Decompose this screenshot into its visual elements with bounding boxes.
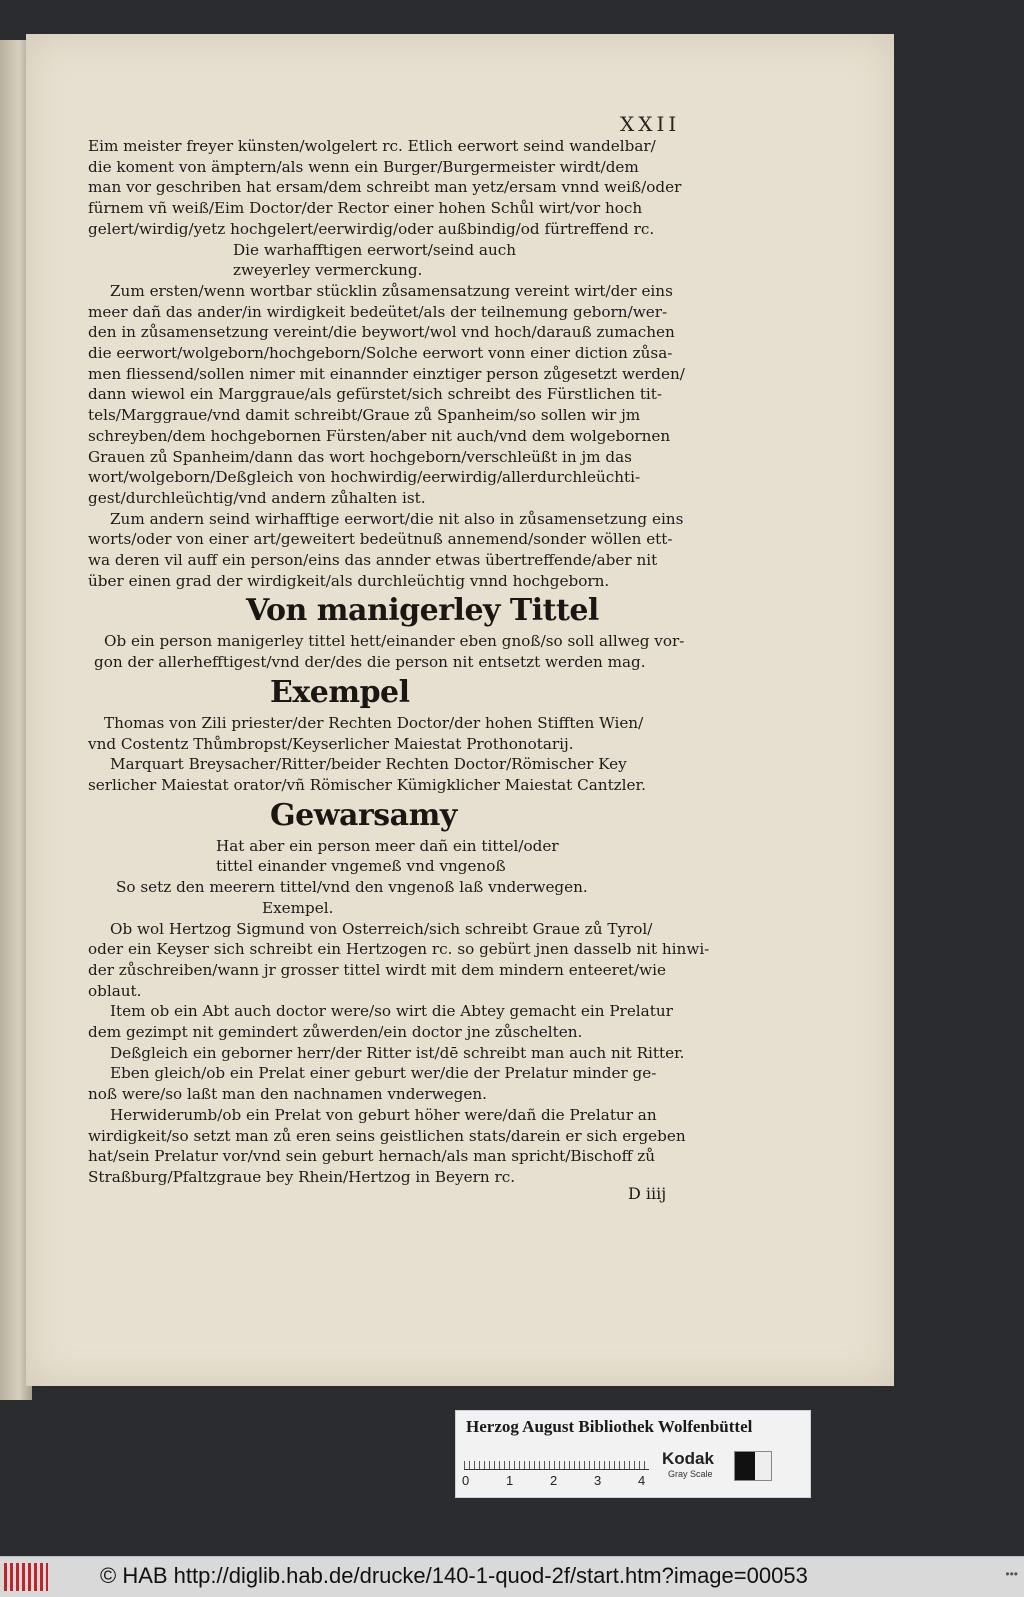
text-line: tels/Marggraue/vnd damit schreibt/Graue zů Spanheim/so sollen wir jm	[88, 406, 641, 425]
viewer-footer	[0, 1556, 1024, 1597]
text-line: Marquart Breysacher/Ritter/beider Rechten Doctor/Römischer Key	[110, 755, 627, 774]
text-line: So setz den meerern tittel/vnd den vngenoß laß vnderwegen.	[116, 878, 588, 897]
library-color-card	[455, 1410, 811, 1498]
gray-patch	[734, 1451, 772, 1481]
section-heading: Gewarsamy	[270, 797, 457, 833]
text-line: dem gezimpt nit gemindert zůwerden/ein doctor jne zůschelten.	[88, 1023, 583, 1042]
text-line: Herwiderumb/ob ein Prelat von geburt höher were/dañ die Prelatur an	[110, 1105, 657, 1124]
text-line: Ob wol Hertzog Sigmund von Osterreich/sich schreibt Graue zů Tyrol/	[110, 919, 653, 938]
text-line: Straßburg/Pfaltzgraue bey Rhein/Hertzog in Beyern rc.	[88, 1167, 516, 1186]
ruler-number: 2	[550, 1473, 558, 1488]
section-heading: Von manigerley Tittel	[246, 593, 599, 629]
ruler-number: 3	[594, 1473, 602, 1488]
text-line: Eben gleich/ob ein Prelat einer geburt wer/die der Prelatur minder ge-	[110, 1064, 657, 1083]
text-line: Item ob ein Abt auch doctor were/so wirt die Abtey gemacht ein Prelatur	[110, 1002, 673, 1021]
text-line: Die warhafftigen eerwort/seind auch	[233, 240, 517, 259]
text-line: die eerwort/wolgeborn/hochgeborn/Solche eerwort vonn einer diction zůsa-	[88, 344, 673, 363]
text-line: oder ein Keyser sich schreibt ein Hertzogen rc. so gebürt jnen dasselb nit hinwi-	[88, 940, 710, 959]
text-line: Thomas von Zili priester/der Rechten Doctor/der hohen Stifften Wien/	[104, 713, 644, 732]
signature-mark: D iiij	[628, 1184, 667, 1203]
scale-ruler	[464, 1449, 649, 1470]
text-line: man vor geschriben hat ersam/dem schreibt man yetz/ersam vnnd weiß/oder	[88, 178, 682, 197]
ruler-number: 4	[638, 1473, 646, 1488]
text-line: dann wiewol ein Marggraue/als gefürstet/sich schreibt des Fürstlichen tit-	[88, 385, 663, 404]
source-url[interactable]: © HAB http://diglib.hab.de/drucke/140-1-quod-2f/start.htm?image=00053	[100, 1563, 808, 1588]
ruler-number: 0	[462, 1473, 470, 1488]
text-line: wort/wolgeborn/Deßgleich von hochwirdig/eerwirdig/allerdurchleüchti-	[88, 468, 641, 487]
text-line: vnd Costentz Thůmbropst/Keyserlicher Maiestat Prothonotarij.	[88, 734, 574, 753]
hab-logo-icon	[4, 1563, 48, 1591]
text-line: Zum ersten/wenn wortbar stücklin zůsamensatzung vereint wirt/der eins	[110, 281, 673, 300]
text-line: Hat aber ein person meer dañ ein tittel/oder	[216, 836, 559, 855]
text-line: wirdigkeit/so setzt man zů eren seins geistlichen stats/darein er sich ergeben	[88, 1126, 686, 1145]
text-line: fürnem vñ weiß/Eim Doctor/der Rector einer hohen Schůl wirt/vor hoch	[88, 199, 643, 218]
text-line: serlicher Maiestat orator/vñ Römischer Kümigklicher Maiestat Cantzler.	[88, 775, 646, 794]
text-line: Zum andern seind wirhafftige eerwort/die nit also in zůsamensetzung eins	[110, 509, 684, 528]
section-heading: Exempel	[270, 674, 410, 710]
text-line: zweyerley vermerckung.	[233, 261, 423, 280]
text-line: tittel einander vngemeß vnd vngenoß	[216, 857, 506, 876]
text-line: Exempel.	[262, 898, 334, 917]
more-options-icon[interactable]: •••	[1005, 1567, 1018, 1581]
text-line: oblaut.	[88, 981, 142, 1000]
library-name: Herzog August Bibliothek Wolfenbüttel	[466, 1417, 753, 1436]
text-line: die koment von ämptern/als wenn ein Burger/Burgermeister wirdt/dem	[88, 157, 639, 176]
text-line: wa deren vil auff ein person/eins das annder etwas übertreffende/aber nit	[88, 551, 658, 570]
page-text-body	[88, 136, 748, 1188]
text-line: Eim meister freyer künsten/wolgelert rc. Etlich eerwort seind wandelbar/	[88, 137, 656, 155]
text-line: men fliessend/sollen nimer mit einannder einztiger person zůgesetzt werden/	[88, 364, 685, 383]
text-line: den in zůsamensetzung vereint/die beywort/wol vnd hoch/darauß zumachen	[88, 323, 675, 342]
text-line: über einen grad der wirdigkeit/als durchleüchtig vnnd hochgeborn.	[88, 571, 610, 590]
text-line: Grauen zů Spanheim/dann das wort hochgeborn/verschleüßt in jm das	[88, 447, 632, 466]
text-line: Deßgleich ein geborner herr/der Ritter ist/dē schreibt man auch nit Ritter.	[110, 1043, 685, 1062]
kodak-logo: Kodak	[662, 1449, 714, 1468]
text-line: Ob ein person manigerley tittel hett/einander eben gnoß/so soll allweg vor-	[104, 632, 685, 651]
ruler-numbers	[462, 1473, 662, 1489]
gray-scale-label: Gray Scale	[668, 1469, 713, 1479]
text-line: schreyben/dem hochgebornen Fürsten/aber nit auch/vnd dem wolgebornen	[88, 426, 671, 445]
text-line: gest/durchleüchtig/vnd andern zůhalten ist.	[88, 488, 426, 507]
text-line: meer dañ das ander/in wirdigkeit bedeütet/als der teilnemung geborn/wer-	[88, 302, 668, 321]
ruler-number: 1	[506, 1473, 514, 1488]
text-line: hat/sein Prelatur vor/vnd sein geburt hernach/als man spricht/Bischoff zů	[88, 1147, 655, 1166]
text-line: gelert/wirdig/yetz hochgelert/eerwirdig/oder außbindig/od fürtreffend rc.	[88, 219, 655, 238]
text-line: der zůschreiben/wann jr grosser tittel wirdt mit dem mindern enteeret/wie	[88, 960, 666, 979]
text-line: gon der allerhefftigest/vnd der/des die person nit entsetzt werden mag.	[94, 653, 646, 672]
folio-number: XXII	[620, 112, 681, 136]
text-line: noß were/so laßt man den nachnamen vnderwegen.	[88, 1085, 487, 1104]
text-line: worts/oder von einer art/geweitert bedeütnuß annemend/sonder wöllen ett-	[88, 530, 673, 549]
